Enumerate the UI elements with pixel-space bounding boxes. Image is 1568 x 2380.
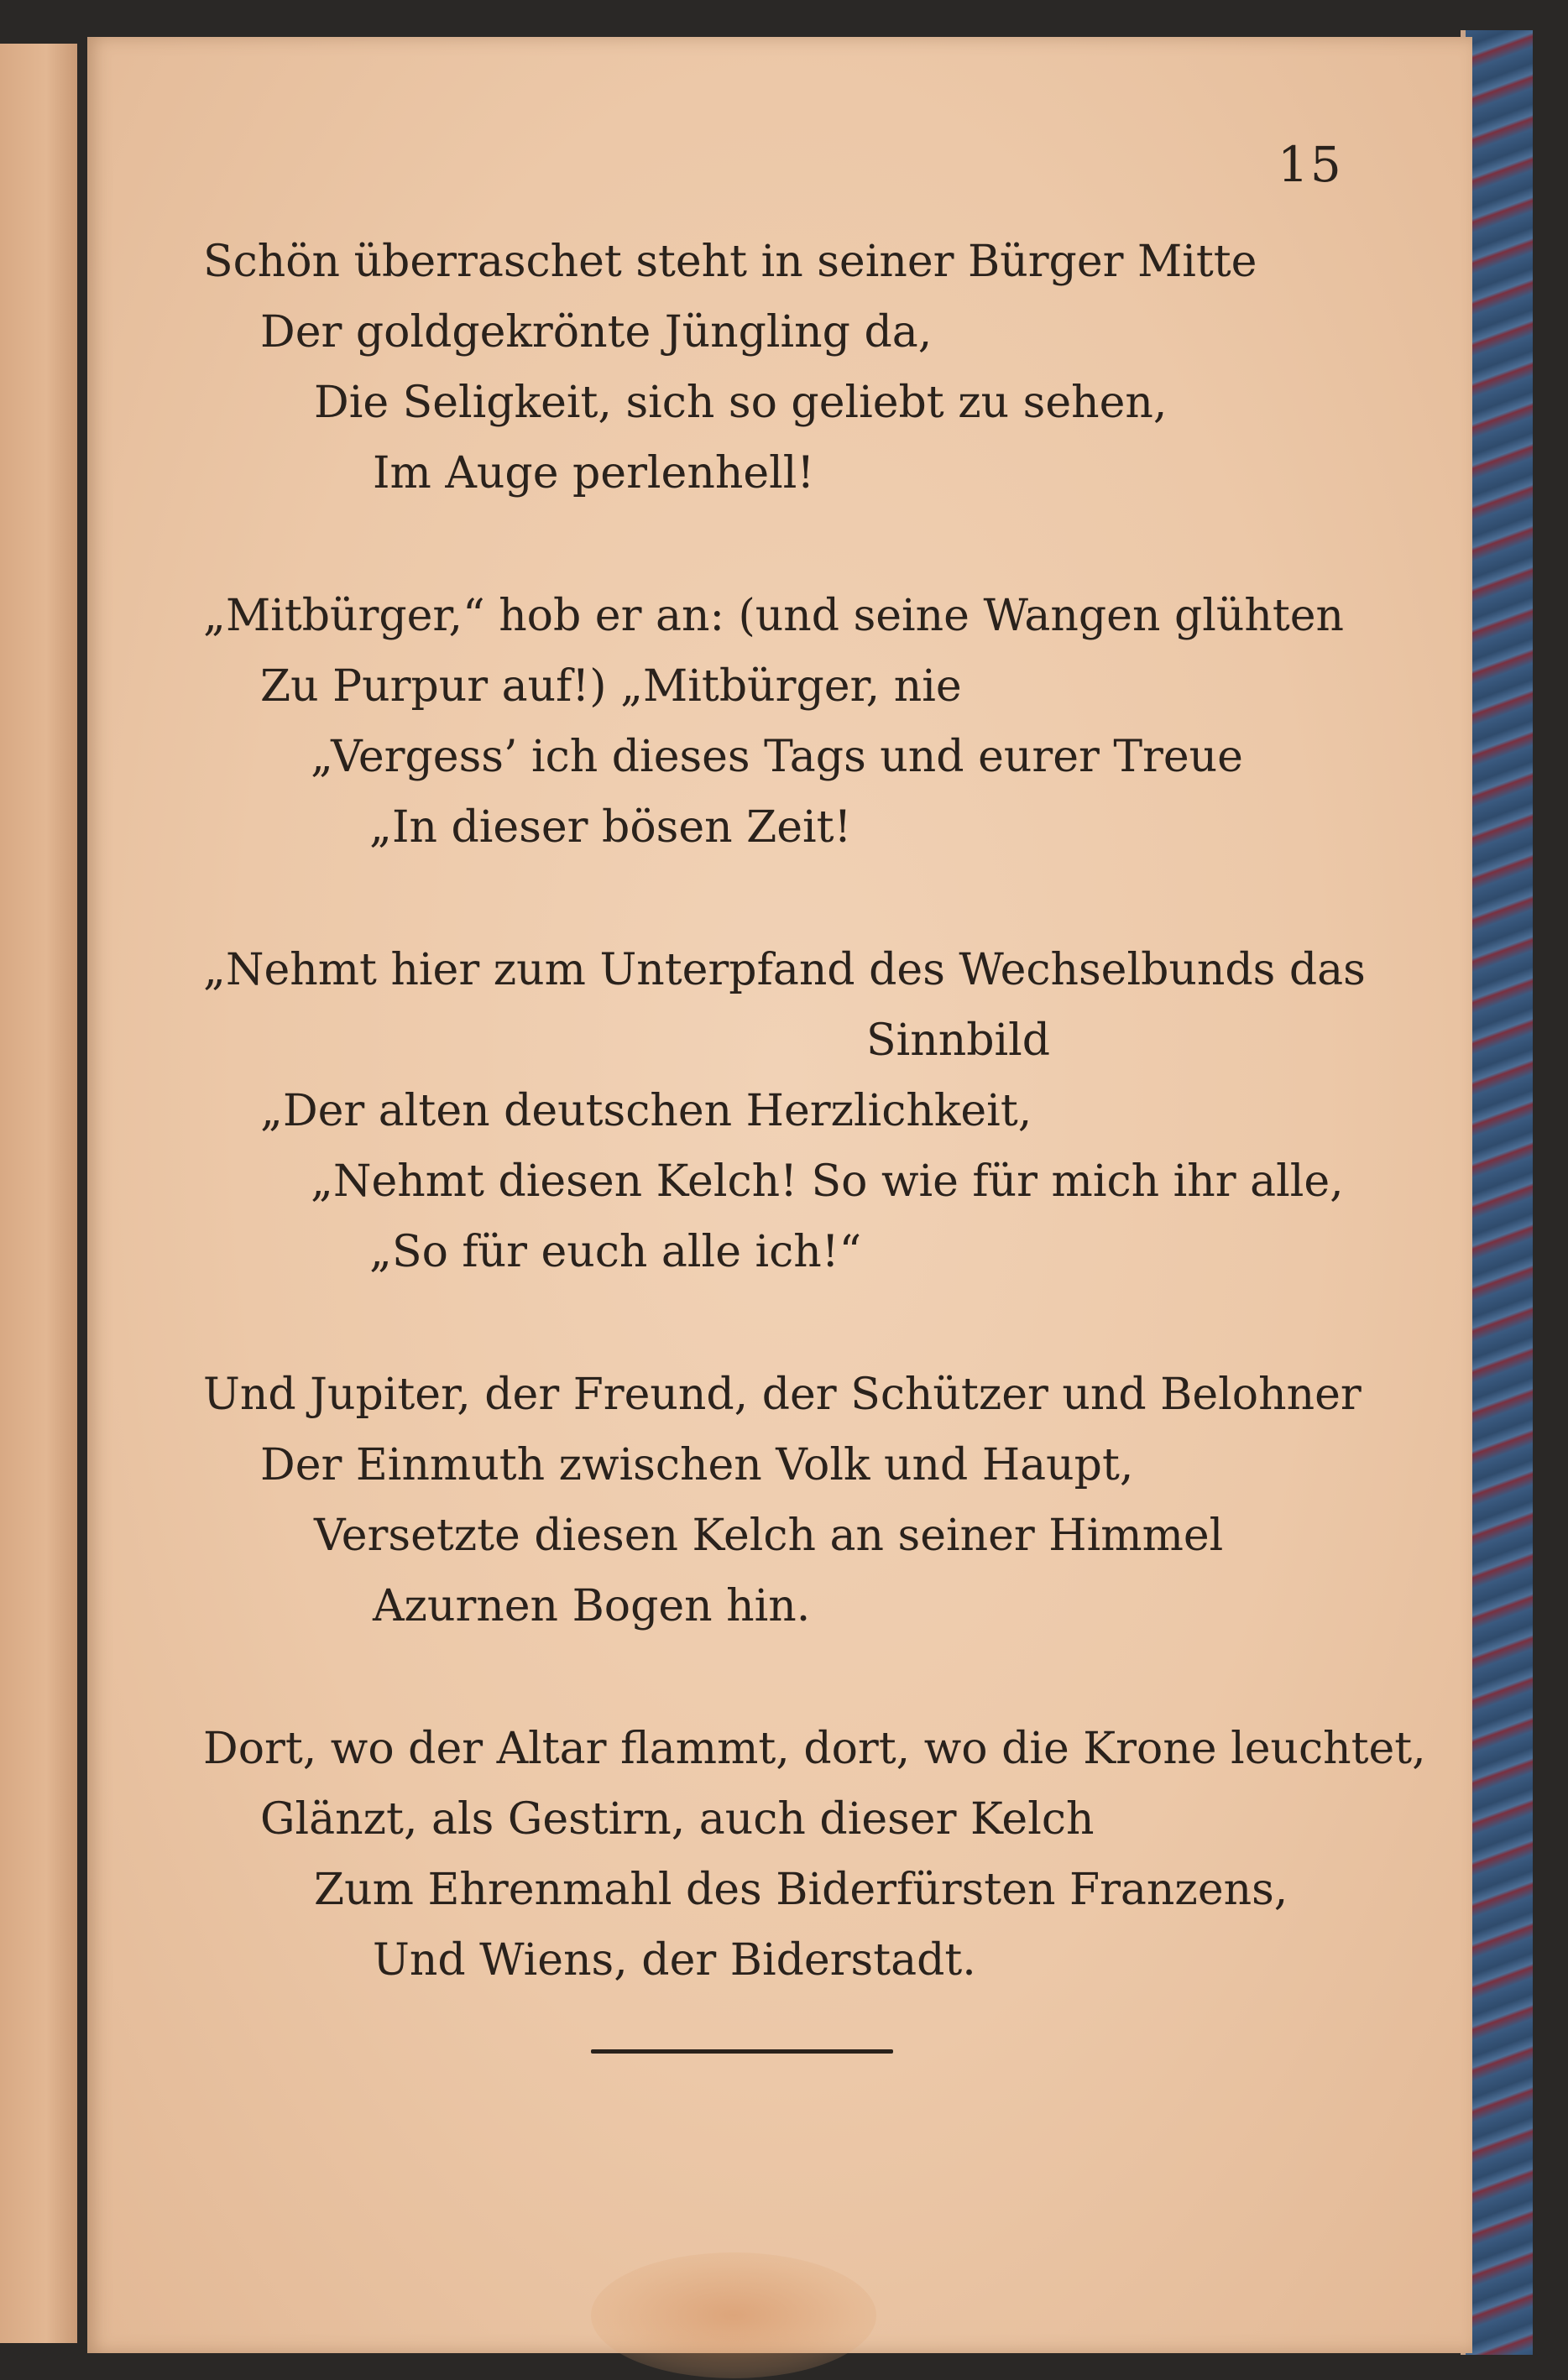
poem-line: „Nehmt diesen Kelch! So wie für mich ihr alle, — [311, 1156, 1344, 1207]
poem-line: „Mitbürger,“ hob er an: (und seine Wangen glühten — [203, 591, 1345, 641]
poem-line: Versetzte diesen Kelch an seiner Himmel — [314, 1511, 1224, 1561]
poem-line: Die Seligkeit, sich so geliebt zu sehen, — [314, 378, 1168, 428]
poem-line: Und Wiens, der Biderstadt. — [373, 1935, 976, 1986]
poem-line: Der Einmuth zwischen Volk und Haupt, — [260, 1440, 1134, 1490]
poem-line: Schön überraschet steht in seiner Bürger Mitte — [203, 237, 1257, 287]
poem-line: Sinnbild — [866, 1015, 1051, 1066]
page-number: 15 — [1278, 136, 1343, 193]
poem-line: Azurnen Bogen hin. — [373, 1581, 811, 1631]
poem-line: „In dieser bösen Zeit! — [369, 802, 852, 853]
poem-line: Und Jupiter, der Freund, der Schützer und Belohner — [203, 1370, 1362, 1420]
closing-rule — [591, 2049, 893, 2054]
poem-line: Zu Purpur auf!) „Mitbürger, nie — [260, 661, 962, 712]
poem-line: „Der alten deutschen Herzlichkeit, — [260, 1086, 1032, 1136]
poem-line: Im Auge perlenhell! — [373, 448, 815, 498]
poem-line: „So für euch alle ich!“ — [369, 1227, 862, 1277]
book-page — [87, 37, 1472, 2353]
poem-line: Glänzt, als Gestirn, auch dieser Kelch — [260, 1794, 1095, 1845]
left-page-edge — [0, 44, 77, 2343]
poem-line: „Nehmt hier zum Unterpfand des Wechselbunds das — [203, 945, 1366, 995]
poem-line: Der goldgekrönte Jüngling da, — [260, 307, 933, 358]
poem-line: Dort, wo der Altar flammt, dort, wo die Krone leuchtet, — [203, 1724, 1426, 1774]
paper-stain — [591, 2252, 876, 2378]
poem-line: „Vergess’ ich dieses Tags und eurer Treue — [311, 732, 1243, 782]
poem-line: Zum Ehrenmahl des Biderfürsten Franzens, — [314, 1865, 1288, 1915]
